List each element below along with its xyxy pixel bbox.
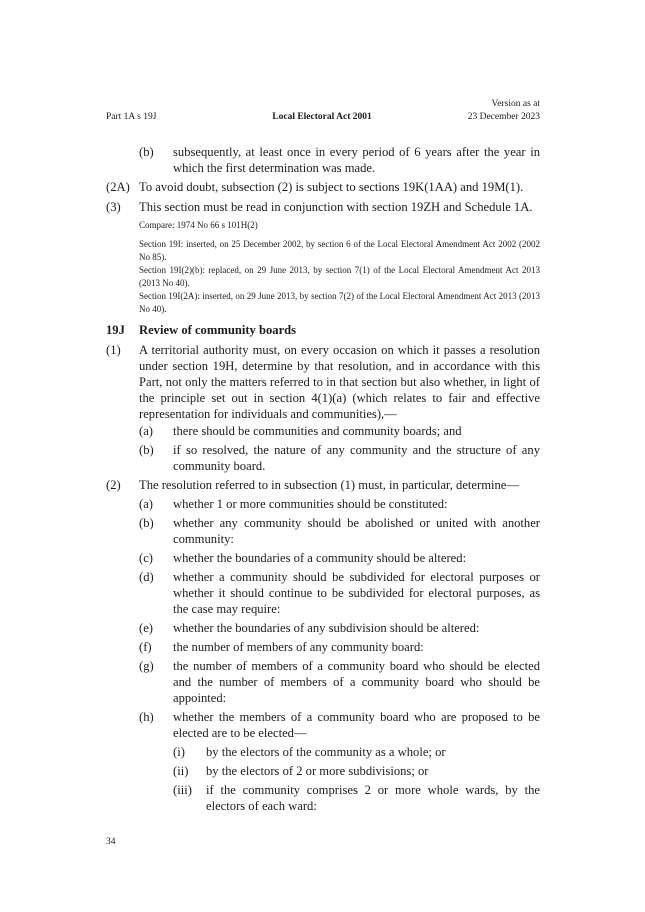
item-text: whether 1 or more communities should be constituted: bbox=[173, 497, 448, 511]
history-note: Section 19I(2A): inserted, on 29 June 2013, by section 7(2) of the Local Electoral Amendment Act 2013 (2013 No 40). bbox=[139, 291, 540, 314]
subitem-label: (iii) bbox=[173, 783, 192, 797]
item-label: (b) bbox=[139, 145, 154, 159]
item-text: if so resolved, the nature of any community and the structure of any community board. bbox=[173, 443, 540, 473]
item-text: the number of members of a community board who should be elected and the number of members of a community board who should be appointed: bbox=[173, 659, 540, 705]
item-text: there should be communities and community boards; and bbox=[173, 424, 462, 438]
item-label: (b) bbox=[139, 516, 154, 530]
act-title: Local Electoral Act 2001 bbox=[272, 112, 372, 122]
subsection-text: To avoid doubt, subsection (2) is subject to sections 19K(1AA) and 19M(1). bbox=[139, 180, 524, 194]
section-number: 19J bbox=[106, 323, 125, 337]
item-label: (e) bbox=[139, 621, 153, 635]
section-heading: Review of community boards bbox=[139, 323, 297, 337]
subsection-label: (2A) bbox=[106, 180, 130, 194]
history-note: Section 19I: inserted, on 25 December 2002, by section 6 of the Local Electoral Amendment Act 2002 (2002 No 85). bbox=[139, 239, 540, 262]
item-text: the number of members of any community board: bbox=[173, 640, 424, 654]
item-label: (a) bbox=[139, 424, 153, 438]
subitem-text: by the electors of the community as a whole; or bbox=[206, 745, 446, 759]
item-label: (b) bbox=[139, 443, 154, 457]
subitem-text: by the electors of 2 or more subdivisions; or bbox=[206, 764, 429, 778]
item-label: (c) bbox=[139, 551, 153, 565]
subsection-text: This section must be read in conjunction with section 19ZH and Schedule 1A. bbox=[139, 200, 533, 214]
item-text: whether a community should be subdivided for electoral purposes or whether it should continue to be subdivided for electoral purposes, as the case may require: bbox=[173, 570, 540, 616]
subsection-label: (1) bbox=[106, 343, 121, 357]
item-text: whether the boundaries of a community should be altered: bbox=[173, 551, 467, 565]
compare-note: Compare: 1974 No 66 s 101H(2) bbox=[139, 220, 258, 230]
version-date: 23 December 2023 bbox=[467, 112, 540, 122]
item-text: subsequently, at least once in every period of 6 years after the year in which the first determination was made. bbox=[173, 145, 540, 175]
item-text: whether any community should be abolished or united with another community: bbox=[173, 516, 540, 546]
item-text: whether the boundaries of any subdivision should be altered: bbox=[173, 621, 480, 635]
history-note: Section 19I(2)(b): replaced, on 29 June 2013, by section 7(1) of the Local Electoral Amendment Act 2013 (2013 No 40). bbox=[139, 265, 540, 288]
subsection-label: (2) bbox=[106, 478, 121, 492]
item-label: (g) bbox=[139, 659, 154, 673]
item-label: (d) bbox=[139, 570, 154, 584]
item-label: (h) bbox=[139, 710, 154, 724]
subitem-label: (ii) bbox=[173, 764, 189, 778]
subitem-text: if the community comprises 2 or more whole wards, by the electors of each ward: bbox=[206, 783, 540, 813]
item-label: (f) bbox=[139, 640, 152, 654]
subsection-label: (3) bbox=[106, 200, 121, 214]
subsection-text: The resolution referred to in subsection (1) must, in particular, determine— bbox=[139, 478, 519, 492]
page-number: 34 bbox=[106, 837, 116, 847]
subsection-text: A territorial authority must, on every occasion on which it passes a resolution under section 19H, determine by that resolution, and in accordance with this Part, not only the matters referred to in that section but also whether, in light of the principle set out in section 4(1)(a) (which relates to fair and effective representation for individuals and communities),— bbox=[139, 343, 540, 421]
subitem-label: (i) bbox=[173, 745, 185, 759]
item-label: (a) bbox=[139, 497, 153, 511]
version-label: Version as at bbox=[491, 99, 540, 109]
item-text: whether the members of a community board who are proposed to be elected are to be elected— bbox=[173, 710, 540, 740]
part-reference: Part 1A s 19J bbox=[106, 112, 157, 122]
